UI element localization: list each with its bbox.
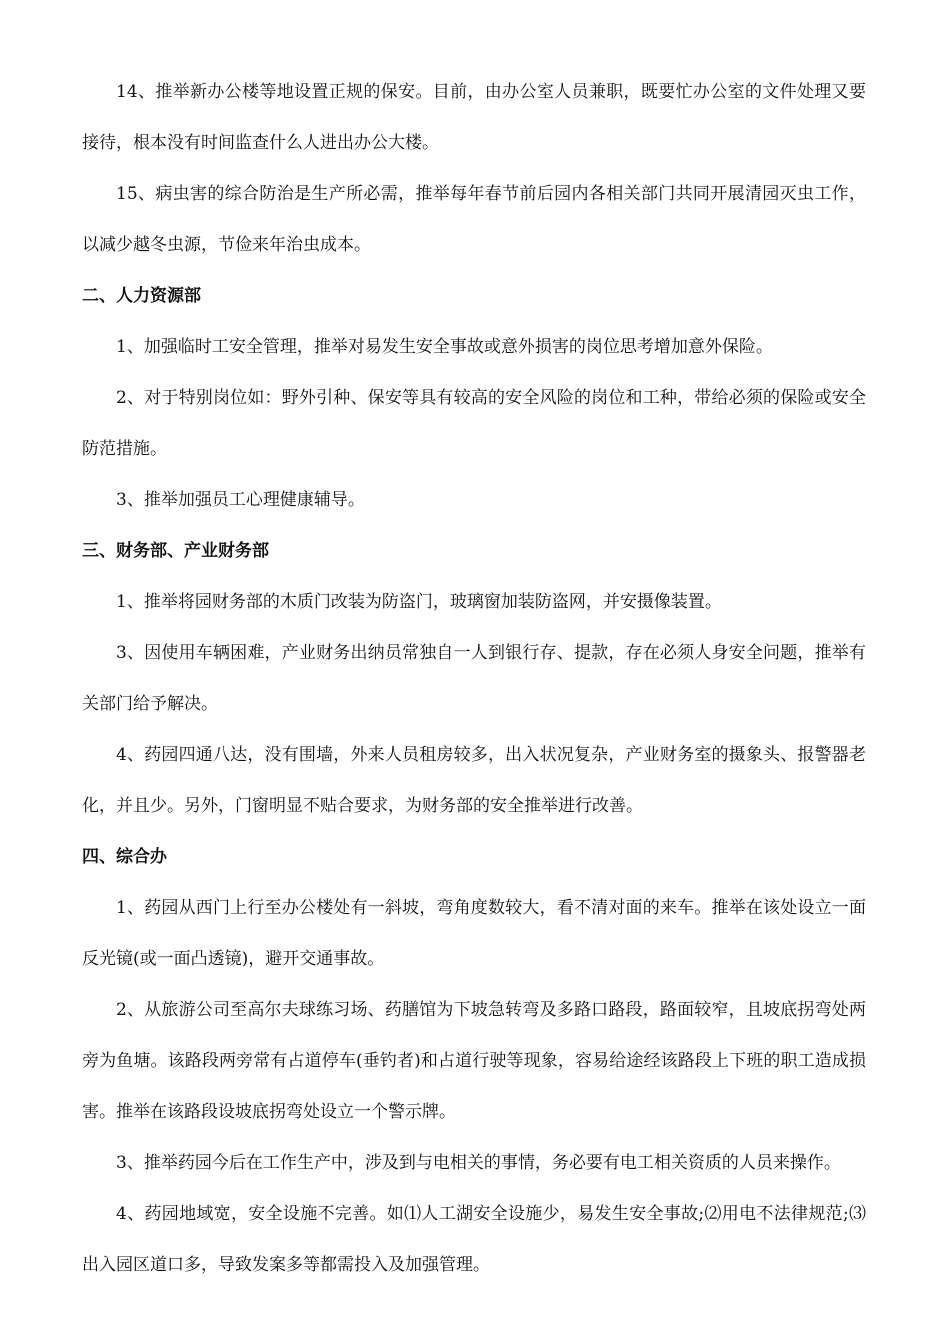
paragraph-finance-3: 3、因使用车辆困难，产业财务出纳员常独自一人到银行存、提款，存在必须人身安全问题，推举有关部门给予解决。 — [82, 643, 866, 714]
paragraph-office-4: 4、药园地域宽，安全设施不完善。如⑴人工湖安全设施少，易发生安全事故;⑵用电不法律规范;⑶出入园区道口多，导致发案多等都需投入及加强管理。 — [82, 1204, 866, 1275]
paragraph-hr-3: 3、推举加强员工心理健康辅导。 — [116, 490, 365, 510]
section-heading-finance: 三、财务部、产业财务部 — [82, 541, 269, 561]
paragraph-office-2: 2、从旅游公司至高尔夫球练习场、药膳馆为下坡急转弯及多路口路段，路面较窄，且坡底拐弯处两旁为鱼塘。该路段两旁常有占道停车(垂钓者)和占道行驶等现象，容易给途经该路段上下班的职工造成损害。推举在该路段设坡底拐弯处设立一个警示牌。 — [82, 1000, 866, 1122]
paragraph-hr-1: 1、加强临时工安全管理，推举对易发生安全事故或意外损害的岗位思考增加意外保险。 — [116, 337, 773, 357]
paragraph-hr-2: 2、对于特别岗位如：野外引种、保安等具有较高的安全风险的岗位和工种，带给必须的保险或安全防范措施。 — [82, 388, 866, 459]
section-heading-general-office: 四、综合办 — [82, 847, 167, 867]
paragraph-office-3: 3、推举药园今后在工作生产中，涉及到与电相关的事情，务必要有电工相关资质的人员来操作。 — [116, 1153, 841, 1173]
paragraph-finance-4: 4、药园四通八达，没有围墙，外来人员租房较多，出入状况复杂，产业财务室的摄象头、报警器老化，并且少。另外，门窗明显不贴合要求，为财务部的安全推举进行改善。 — [82, 745, 866, 816]
section-heading-hr: 二、人力资源部 — [82, 286, 201, 306]
paragraph-office-1: 1、药园从西门上行至办公楼处有一斜坡，弯角度数较大，看不清对面的来车。推举在该处设立一面反光镜(或一面凸透镜)，避开交通事故。 — [82, 898, 866, 969]
paragraph-item-15: 15、病虫害的综合防治是生产所必需，推举每年春节前后园内各相关部门共同开展清园灭虫工作，以减少越冬虫源，节俭来年治虫成本。 — [82, 184, 866, 255]
document-body — [82, 67, 866, 1291]
paragraph-item-14: 14、推举新办公楼等地设置正规的保安。目前，由办公室人员兼职，既要忙办公室的文件处理又要接待，根本没有时间监查什么人进出办公大楼。 — [82, 82, 866, 153]
paragraph-finance-1: 1、推举将园财务部的木质门改装为防盗门，玻璃窗加装防盗网，并安摄像装置。 — [116, 592, 722, 612]
